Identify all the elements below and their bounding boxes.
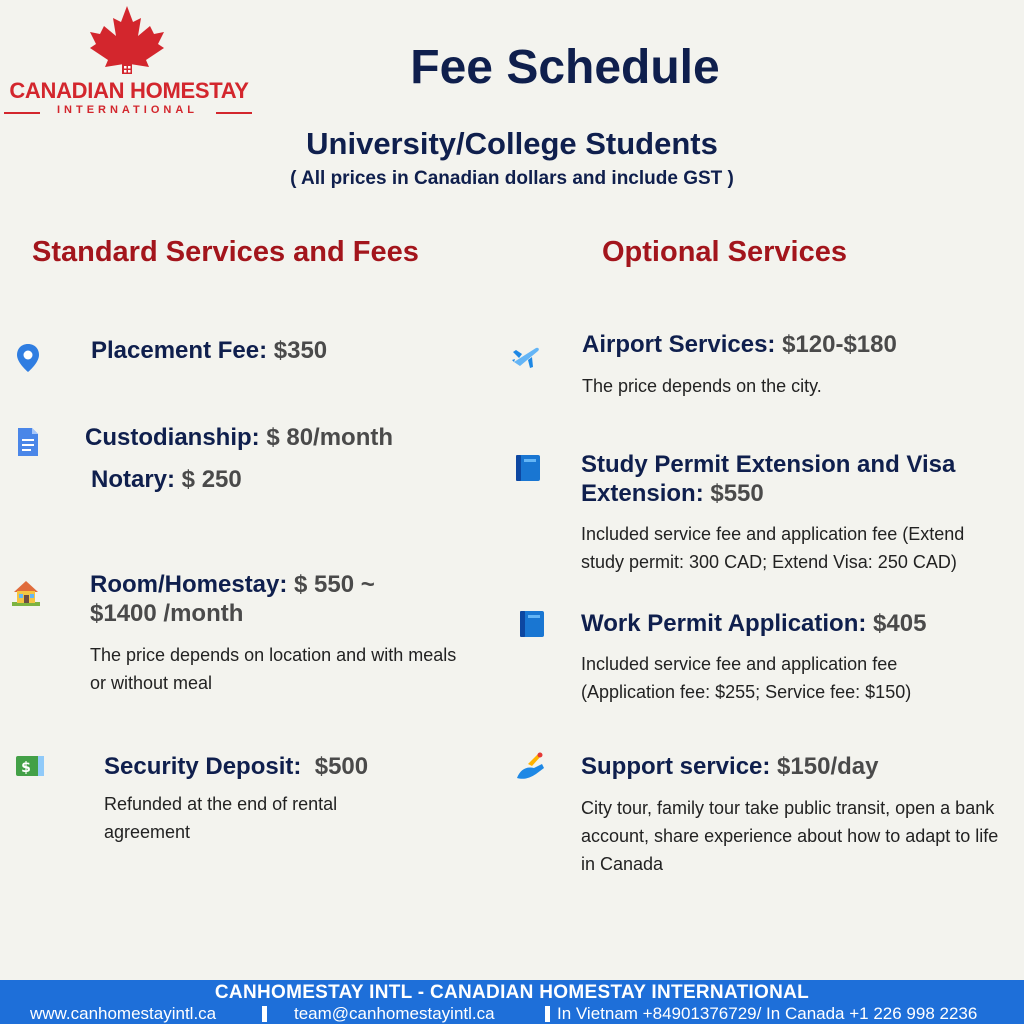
notary-price: $ 250 [175,466,242,493]
study-permit-fee [581,450,1001,508]
room-description: The price depends on location and with meals or without meal [90,645,457,693]
security-deposit-fee [104,752,484,781]
work-description: Included service fee and application fee (Application fee: $255; Service fee: $150) [581,654,912,702]
document-icon [12,426,44,458]
support-label: Support service: [581,753,771,780]
study-description: Included service fee and application fee (Extend study permit: 300 CAD; Extend Visa: 250 CAD) [581,524,965,572]
footer-website-link[interactable]: www.canhomestayintl.ca [30,1004,217,1023]
footer-title: CANHOMESTAY INTL - CANADIAN HOMESTAY INTERNATIONAL [214,982,810,1003]
work-permit-fee [581,609,1011,638]
deposit-description: Refunded at the end of rental agreement [104,794,338,842]
placement-price: $350 [267,337,328,364]
study-label: Study Permit Extension and Visa Extension: [581,451,956,507]
deposit-price: $500 [301,753,369,780]
placement-fee [91,336,471,365]
price-note: ( All prices in Canadian dollars and include GST ) [290,168,734,189]
airplane-icon [510,340,542,372]
maple-leaf-icon [88,4,166,76]
standard-section-heading: Standard Services and Fees [32,236,419,268]
airport-label: Airport Services: [582,331,776,358]
brand-subname: INTERNATIONAL [56,104,198,116]
page-subtitle: University/College Students [306,126,718,161]
location-pin-icon [12,342,44,374]
deposit-label: Security Deposit: [104,753,302,780]
book-icon [516,608,548,640]
study-price: $550 [703,480,764,507]
footer-phones: In Vietnam +84901376729/ In Canada +1 226 998 2236 [557,1004,978,1023]
work-price: $405 [866,610,927,637]
footer-email-link[interactable]: team@canhomestayintl.ca [294,1004,495,1023]
room-homestay-fee [90,570,420,628]
optional-section-heading: Optional Services [602,236,847,268]
airport-price: $120-$180 [775,331,897,358]
work-label: Work Permit Application: [581,610,867,637]
airport-description: The price depends on the city. [582,376,822,396]
svg-text:$: $ [21,760,31,776]
logo-divider [4,112,40,114]
support-description: City tour, family tour take public transit, open a bank account, share experience about how to adapt to life in Canada [581,798,999,874]
support-hand-icon [514,750,546,782]
page-title: Fee Schedule [410,41,720,94]
house-icon [10,576,42,608]
money-icon [14,750,46,782]
brand-name: CANADIAN HOMESTAY [9,78,249,103]
brand-logo [0,0,260,125]
room-label: Room/Homestay: [90,571,288,598]
custodianship-price: $ 80/month [259,424,394,451]
support-service-fee [581,752,1001,781]
notary-label: Notary: [91,466,176,493]
footer-divider [262,1006,267,1022]
footer-bar [0,980,1024,1024]
logo-divider [216,112,252,114]
support-price: $150/day [770,753,879,780]
notary-fee [91,465,471,494]
book-icon [512,452,544,484]
footer-divider [545,1006,550,1022]
custodianship-fee [85,423,485,452]
custodianship-label: Custodianship: [85,424,260,451]
airport-services-fee [582,330,1002,359]
room-price: $ 550 ~ $1400 /month [90,571,375,627]
placement-label: Placement Fee: [91,337,268,364]
